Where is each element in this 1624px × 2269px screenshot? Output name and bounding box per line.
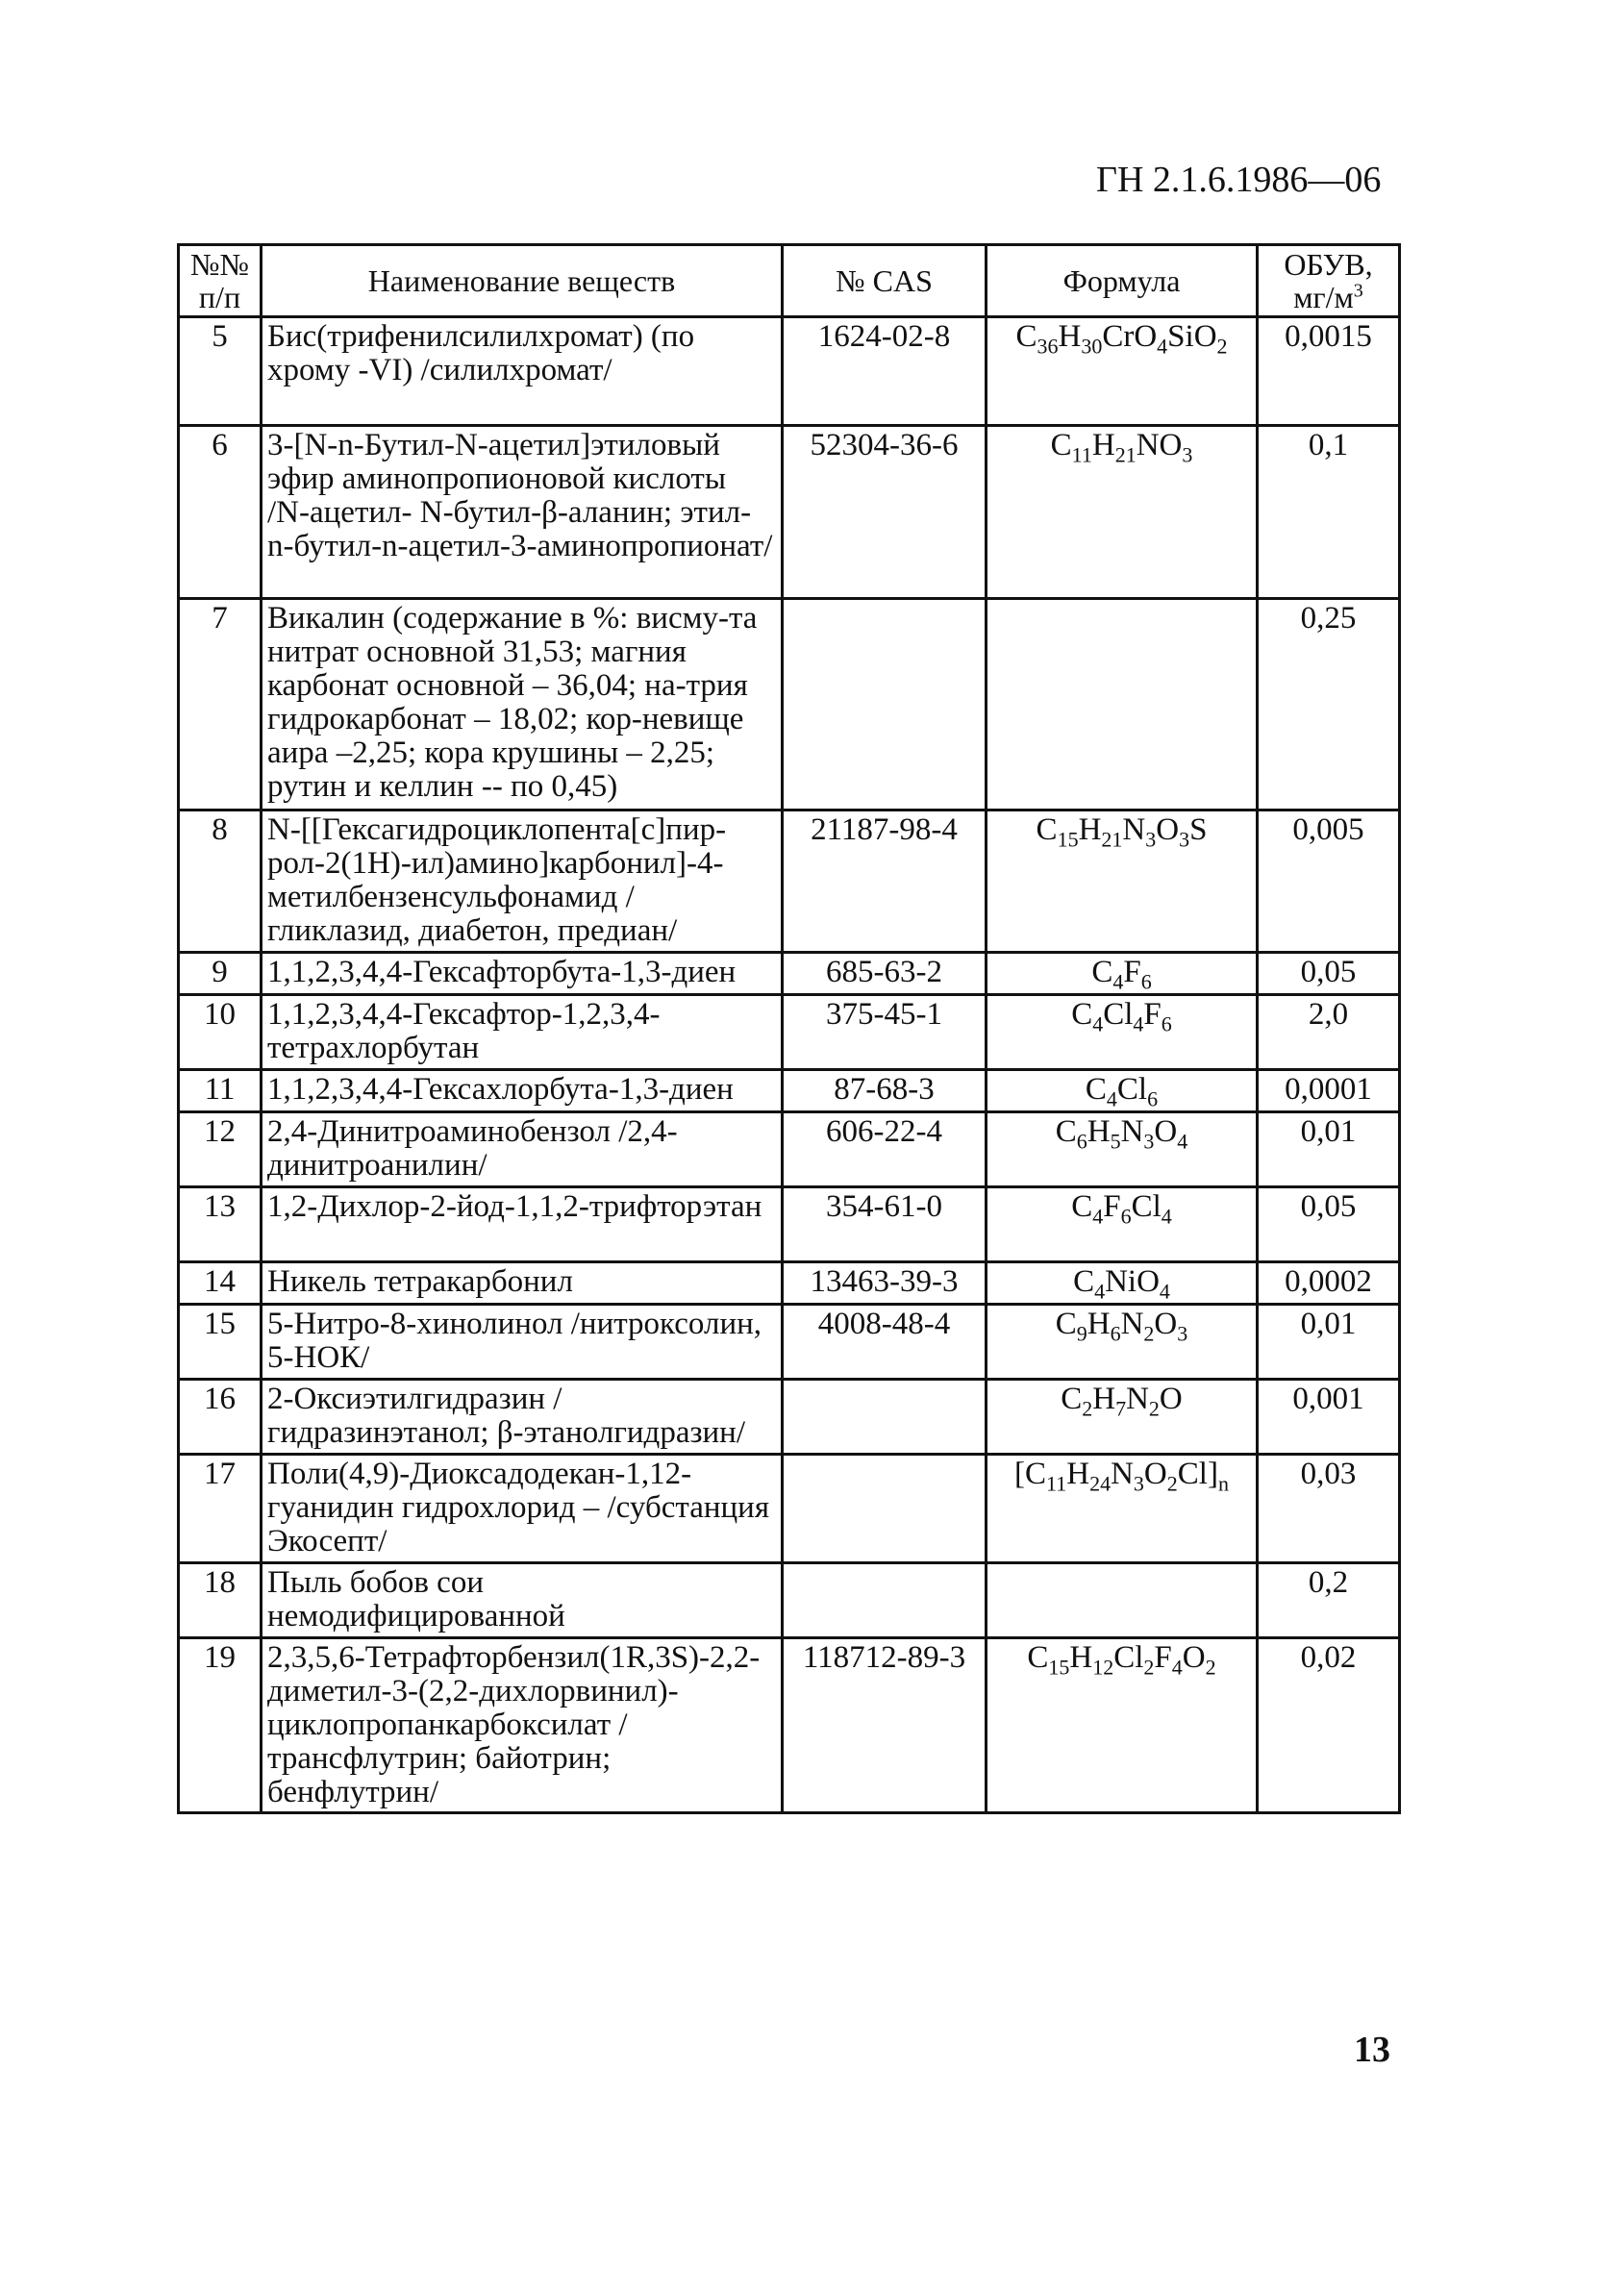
formula-element: C — [1055, 1307, 1077, 1341]
formula-element: Cl] — [1177, 1457, 1218, 1491]
formula-subscript: n — [1217, 1471, 1229, 1496]
substance-name: 1,1,2,3,4,4-Гексафторбута-1,3-диен — [262, 953, 783, 995]
formula-element: C — [1036, 812, 1058, 847]
substance-name: Пыль бобов сои немодифицированной — [262, 1563, 783, 1638]
formula-subscript: 6 — [1161, 1011, 1172, 1036]
formula-element: C — [1071, 997, 1093, 1032]
chemical-formula — [987, 995, 1258, 1070]
formula-element: N — [1122, 812, 1146, 847]
formula-element: C — [1055, 1114, 1077, 1149]
formula-element: F — [1154, 1640, 1172, 1675]
table-row — [179, 1262, 1400, 1305]
substance-name: Поли(4,9)-Диоксадодекан-1,12-гуанидин гидрохлорид – /субстанция Экосепт/ — [262, 1455, 783, 1563]
row-number: 15 — [179, 1305, 262, 1380]
chemical-formula — [987, 599, 1258, 810]
formula-element: H — [1058, 319, 1082, 354]
table-row — [179, 953, 1400, 995]
formula-subscript: 6 — [1140, 969, 1152, 994]
obuv-value: 0,2 — [1258, 1563, 1400, 1638]
substance-name: 2-Оксиэтилгидразин /гидразинэтанол; β-этанолгидразин/ — [262, 1380, 783, 1455]
formula-element: CrO — [1102, 319, 1158, 354]
formula-subscript: 7 — [1115, 1396, 1127, 1421]
formula-subscript: 4 — [1092, 1204, 1104, 1229]
formula-subscript: 36 — [1037, 334, 1059, 359]
formula-subscript: 4 — [1112, 969, 1124, 994]
row-number: 17 — [179, 1455, 262, 1563]
chemical-formula — [987, 1455, 1258, 1563]
formula-subscript: 2 — [1082, 1396, 1093, 1421]
cas-number: 4008-48-4 — [783, 1305, 987, 1380]
formula-element: H — [1066, 1457, 1090, 1491]
obuv-value: 0,005 — [1258, 810, 1400, 953]
row-number: 14 — [179, 1262, 262, 1305]
header-obuv — [1258, 245, 1400, 317]
formula-element: [C — [1014, 1457, 1047, 1491]
table-row — [179, 317, 1400, 426]
formula-element: F — [1103, 1189, 1121, 1224]
obuv-value: 0,05 — [1258, 1187, 1400, 1262]
header-formula: Формула — [987, 245, 1258, 317]
obuv-value: 0,03 — [1258, 1455, 1400, 1563]
obuv-value: 0,0001 — [1258, 1070, 1400, 1112]
table-row — [179, 810, 1400, 953]
formula-subscript: 24 — [1089, 1471, 1112, 1496]
header-obuv-sup: 3 — [1353, 280, 1363, 302]
substance-name: 1,2-Дихлор-2-йод-1,1,2-трифторэтан — [262, 1187, 783, 1262]
cas-number: 1624-02-8 — [783, 317, 987, 426]
formula-element: H — [1087, 1307, 1111, 1341]
formula-subscript: 6 — [1110, 1321, 1121, 1346]
table-row — [179, 1070, 1400, 1112]
substances-table — [177, 243, 1401, 1814]
formula-subscript: 4 — [1177, 1129, 1188, 1154]
formula-element: N — [1111, 1457, 1134, 1491]
table-row — [179, 1638, 1400, 1813]
row-number: 16 — [179, 1380, 262, 1455]
formula-subscript: 5 — [1110, 1129, 1121, 1154]
obuv-value: 0,05 — [1258, 953, 1400, 995]
obuv-value: 0,01 — [1258, 1112, 1400, 1187]
chemical-formula — [987, 1070, 1258, 1112]
obuv-value: 0,01 — [1258, 1305, 1400, 1380]
formula-element: NiO — [1105, 1264, 1160, 1299]
formula-element: H — [1078, 812, 1102, 847]
row-number: 19 — [179, 1638, 262, 1813]
cas-number: 52304-36-6 — [783, 426, 987, 599]
formula-element: H — [1092, 1382, 1116, 1416]
chemical-formula — [987, 1380, 1258, 1455]
formula-subscript: 30 — [1081, 334, 1103, 359]
cas-number: 685-63-2 — [783, 953, 987, 995]
cas-number: 87-68-3 — [783, 1070, 987, 1112]
table-row — [179, 1112, 1400, 1187]
formula-element: N — [1120, 1114, 1144, 1149]
obuv-value: 0,25 — [1258, 599, 1400, 810]
formula-subscript: 11 — [1046, 1471, 1067, 1496]
row-number: 5 — [179, 317, 262, 426]
chemical-formula — [987, 1187, 1258, 1262]
row-number: 9 — [179, 953, 262, 995]
formula-element: Cl — [1131, 1189, 1162, 1224]
formula-subscript: 3 — [1179, 827, 1190, 852]
formula-subscript: 15 — [1048, 1655, 1070, 1680]
row-number: 18 — [179, 1563, 262, 1638]
row-number: 8 — [179, 810, 262, 953]
formula-subscript: 4 — [1159, 1279, 1170, 1304]
formula-element: F — [1123, 955, 1141, 989]
table-row — [179, 1187, 1400, 1262]
formula-element: C — [1050, 428, 1072, 462]
substance-name: Викалин (содержание в %: висму-та нитрат основной 31,53; магния карбонат основной – 36,04; на-трия гидрокарбонат – 18,02; кор-невище аира –2,25; кора крушины – 2,25; рутин и келлин -- по 0,45) — [262, 599, 783, 810]
cas-number — [783, 1455, 987, 1563]
table-row — [179, 1305, 1400, 1380]
chemical-formula — [987, 426, 1258, 599]
cas-number: 13463-39-3 — [783, 1262, 987, 1305]
document-code: ГН 2.1.6.1986—06 — [1096, 160, 1382, 200]
substance-name: 2,4-Динитроаминобензол /2,4-динитроанилин/ — [262, 1112, 783, 1187]
formula-element: H — [1091, 428, 1115, 462]
chemical-formula — [987, 317, 1258, 426]
obuv-value: 0,0015 — [1258, 317, 1400, 426]
cas-number: 21187-98-4 — [783, 810, 987, 953]
formula-element: C — [1015, 319, 1037, 354]
cas-number: 375-45-1 — [783, 995, 987, 1070]
chemical-formula — [987, 1638, 1258, 1813]
formula-element: SiO — [1167, 319, 1217, 354]
formula-subscript: 2 — [1148, 1396, 1160, 1421]
table-header-row — [179, 245, 1400, 317]
formula-element: C — [1027, 1640, 1049, 1675]
formula-subscript: 3 — [1145, 827, 1157, 852]
formula-subscript: 4 — [1133, 1011, 1144, 1036]
table-row — [179, 426, 1400, 599]
substance-name: 1,1,2,3,4,4-Гексахлорбута-1,3-диен — [262, 1070, 783, 1112]
formula-element: Cl — [1103, 997, 1134, 1032]
cas-number: 354-61-0 — [783, 1187, 987, 1262]
formula-element: O — [1143, 1457, 1167, 1491]
row-number: 13 — [179, 1187, 262, 1262]
formula-subscript: 6 — [1147, 1086, 1159, 1111]
formula-element: O — [1159, 1382, 1183, 1416]
formula-element: Cl — [1113, 1640, 1144, 1675]
formula-subscript: 2 — [1216, 334, 1228, 359]
formula-subscript: 3 — [1182, 442, 1193, 467]
substance-name: 2,3,5,6-Тетрафторбензил(1R,3S)-2,2-диметил-3-(2,2-дихлорвинил)-циклопропанкарбоксилат /трансфлутрин; байотрин; бенфлутрин/ — [262, 1638, 783, 1813]
row-number: 10 — [179, 995, 262, 1070]
formula-subscript: 3 — [1143, 1129, 1155, 1154]
formula-subscript: 15 — [1057, 827, 1079, 852]
formula-subscript: 6 — [1120, 1204, 1132, 1229]
formula-element: O — [1156, 812, 1180, 847]
row-number: 11 — [179, 1070, 262, 1112]
formula-element: NO — [1136, 428, 1183, 462]
formula-subscript: 9 — [1076, 1321, 1087, 1346]
row-number: 7 — [179, 599, 262, 810]
formula-subscript: 2 — [1166, 1471, 1178, 1496]
row-number: 6 — [179, 426, 262, 599]
row-number: 12 — [179, 1112, 262, 1187]
obuv-value: 0,0002 — [1258, 1262, 1400, 1305]
formula-subscript: 12 — [1092, 1655, 1114, 1680]
obuv-value: 2,0 — [1258, 995, 1400, 1070]
substance-name: Никель тетракарбонил — [262, 1262, 783, 1305]
table-row — [179, 1380, 1400, 1455]
formula-element: F — [1143, 997, 1162, 1032]
formula-element: O — [1154, 1307, 1178, 1341]
formula-subscript: 4 — [1092, 1011, 1104, 1036]
formula-subscript: 2 — [1205, 1655, 1216, 1680]
chemical-formula — [987, 810, 1258, 953]
cas-number — [783, 1563, 987, 1638]
formula-element: H — [1087, 1114, 1111, 1149]
substance-name: Бис(трифенилсилилхромат) (по хрому -VI) /силилхромат/ — [262, 317, 783, 426]
substance-name: 1,1,2,3,4,4-Гексафтор-1,2,3,4-тетрахлорбутан — [262, 995, 783, 1070]
header-cas: № CAS — [783, 245, 987, 317]
chemical-formula — [987, 1563, 1258, 1638]
header-num: №№ п/п — [179, 245, 262, 317]
formula-element: Cl — [1116, 1072, 1148, 1107]
formula-element: O — [1182, 1640, 1206, 1675]
formula-element: H — [1069, 1640, 1093, 1675]
cas-number — [783, 1380, 987, 1455]
chemical-formula — [987, 1262, 1258, 1305]
formula-element: C — [1071, 1189, 1093, 1224]
formula-subscript: 21 — [1114, 442, 1137, 467]
formula-subscript: 4 — [1171, 1655, 1183, 1680]
formula-element: C — [1085, 1072, 1107, 1107]
obuv-value: 0,1 — [1258, 426, 1400, 599]
formula-element: C — [1061, 1382, 1083, 1416]
formula-subscript: 2 — [1143, 1655, 1155, 1680]
formula-element: C — [1073, 1264, 1095, 1299]
formula-subscript: 4 — [1094, 1279, 1106, 1304]
table-row — [179, 995, 1400, 1070]
formula-subscript: 11 — [1071, 442, 1092, 467]
formula-element: N — [1120, 1307, 1144, 1341]
header-name: Наименование веществ — [262, 245, 783, 317]
formula-element: O — [1154, 1114, 1178, 1149]
chemical-formula — [987, 1305, 1258, 1380]
obuv-value: 0,001 — [1258, 1380, 1400, 1455]
formula-subscript: 4 — [1157, 334, 1168, 359]
formula-subscript: 4 — [1106, 1086, 1117, 1111]
formula-subscript: 6 — [1076, 1129, 1087, 1154]
substance-name: N-[[Гексагидроциклопента[с]пир-рол-2(1Н)-ил)амино]карбонил]-4-метилбензенсульфонамид /гликлазид, диабетон, предиан/ — [262, 810, 783, 953]
formula-subscript: 3 — [1177, 1321, 1188, 1346]
formula-subscript: 4 — [1161, 1204, 1172, 1229]
chemical-formula — [987, 1112, 1258, 1187]
table-row — [179, 1455, 1400, 1563]
page-number: 13 — [1354, 2030, 1390, 2070]
cas-number — [783, 599, 987, 810]
obuv-value: 0,02 — [1258, 1638, 1400, 1813]
chemical-formula — [987, 953, 1258, 995]
formula-subscript: 2 — [1143, 1321, 1155, 1346]
cas-number: 118712-89-3 — [783, 1638, 987, 1813]
formula-subscript: 21 — [1101, 827, 1123, 852]
formula-element: S — [1189, 812, 1208, 847]
formula-element: N — [1126, 1382, 1149, 1416]
substance-name: 3-[N-n-Бутил-N-ацетил]этиловый эфир аминопропионовой кислоты /N-ацетил- N-бутил-β-аланин; этил-n-бутил-n-ацетил-3-аминопропионат/ — [262, 426, 783, 599]
cas-number: 606-22-4 — [783, 1112, 987, 1187]
substance-name: 5-Нитро-8-хинолинол /нитроксолин, 5-НОК/ — [262, 1305, 783, 1380]
formula-element: C — [1091, 955, 1113, 989]
formula-subscript: 3 — [1133, 1471, 1144, 1496]
header-obuv-text: ОБУВ, мг/м — [1284, 247, 1373, 314]
table-row — [179, 599, 1400, 810]
table-row — [179, 1563, 1400, 1638]
